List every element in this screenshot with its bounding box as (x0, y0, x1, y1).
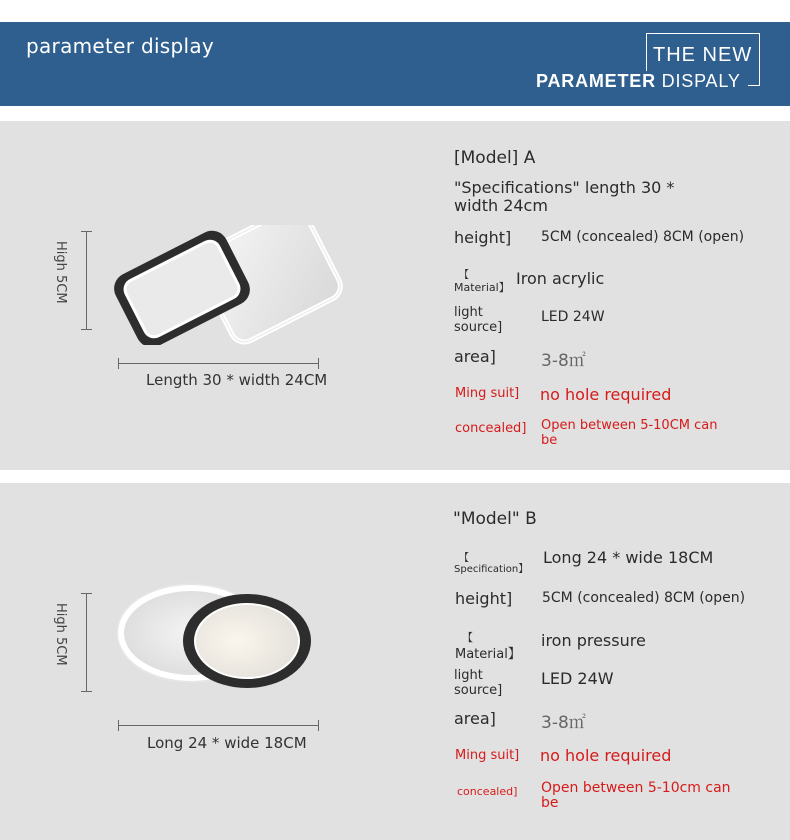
spec-bracket: 【 (459, 553, 469, 564)
light-label-line-1: light (454, 668, 483, 683)
model-name: [Model] A (454, 148, 536, 168)
lamp-a-illustration (104, 225, 344, 345)
spec-label: Specification】 (454, 564, 529, 575)
width-dimension-label: Long 24 * wide 18CM (147, 734, 307, 752)
header-banner (0, 22, 790, 106)
width-dimension-label: Length 30 * width 24CM (146, 371, 328, 389)
ming-suit-value: no hole required (540, 746, 672, 765)
height-dimension-label: High 5CM (53, 603, 68, 666)
height-value: 5CM (concealed) 8CM (open) (541, 229, 745, 245)
light-source-value: LED 24W (541, 309, 605, 325)
height-label: height] (454, 228, 512, 247)
ming-suit-label: Ming suit] (455, 386, 520, 401)
material-value: Iron acrylic (516, 269, 605, 288)
light-source-value: LED 24W (541, 669, 614, 688)
material-label: Material】 (455, 647, 521, 662)
light-label-line-2: source] (454, 320, 503, 335)
width-dimension-line (118, 363, 319, 364)
material-bracket: 【 (459, 270, 469, 281)
page-title: parameter display (26, 34, 215, 58)
badge-rest-word: DISPALY (655, 71, 741, 91)
width-dimension-line (118, 725, 319, 726)
light-label-line-2: source] (454, 683, 503, 698)
ming-suit-label: Ming suit] (455, 748, 520, 763)
light-label-line-1: light (454, 305, 483, 320)
spec-line-2: width 24cm (454, 196, 548, 215)
concealed-value-line-1: Open between 5-10cm can (541, 780, 731, 796)
ming-suit-value: no hole required (540, 385, 672, 404)
area-value: 3-8㎡ (541, 713, 586, 733)
spec-line-1: "Specifications" length 30 * (454, 178, 675, 197)
light-source-label (454, 668, 502, 698)
model-name: "Model" B (453, 509, 537, 529)
light-source-label (454, 305, 502, 335)
area-label: area] (454, 709, 496, 728)
height-dimension-label: High 5CM (53, 241, 68, 304)
material-bracket: 【 (462, 631, 473, 644)
area-value: 3-8㎡ (541, 351, 586, 371)
concealed-value (541, 418, 717, 448)
material-value: iron pressure (541, 631, 646, 650)
badge-line-2 (536, 71, 743, 92)
concealed-value-line-2: be (541, 795, 559, 811)
badge-line-1: THE NEW (653, 44, 753, 66)
material-label: Material】 (454, 281, 510, 294)
concealed-label: concealed] (457, 785, 518, 798)
height-label: height] (455, 589, 513, 608)
concealed-value-line-1: Open between 5-10CM can (541, 418, 718, 433)
concealed-value-line-2: be (541, 433, 558, 448)
model-a-panel (0, 121, 790, 470)
area-label: area] (454, 347, 496, 366)
height-value: 5CM (concealed) 8CM (open) (542, 590, 746, 606)
spec-value: Long 24 * wide 18CM (543, 548, 714, 567)
lamp-b-illustration (112, 583, 322, 698)
badge-frame-tail (748, 85, 760, 86)
spec-value (454, 179, 674, 215)
badge-bold-word: PARAMETER (536, 71, 656, 91)
concealed-value (541, 781, 731, 811)
concealed-label: concealed] (455, 421, 527, 436)
height-dimension-line (86, 593, 87, 692)
height-dimension-line (86, 231, 87, 330)
model-b-panel (0, 483, 790, 840)
